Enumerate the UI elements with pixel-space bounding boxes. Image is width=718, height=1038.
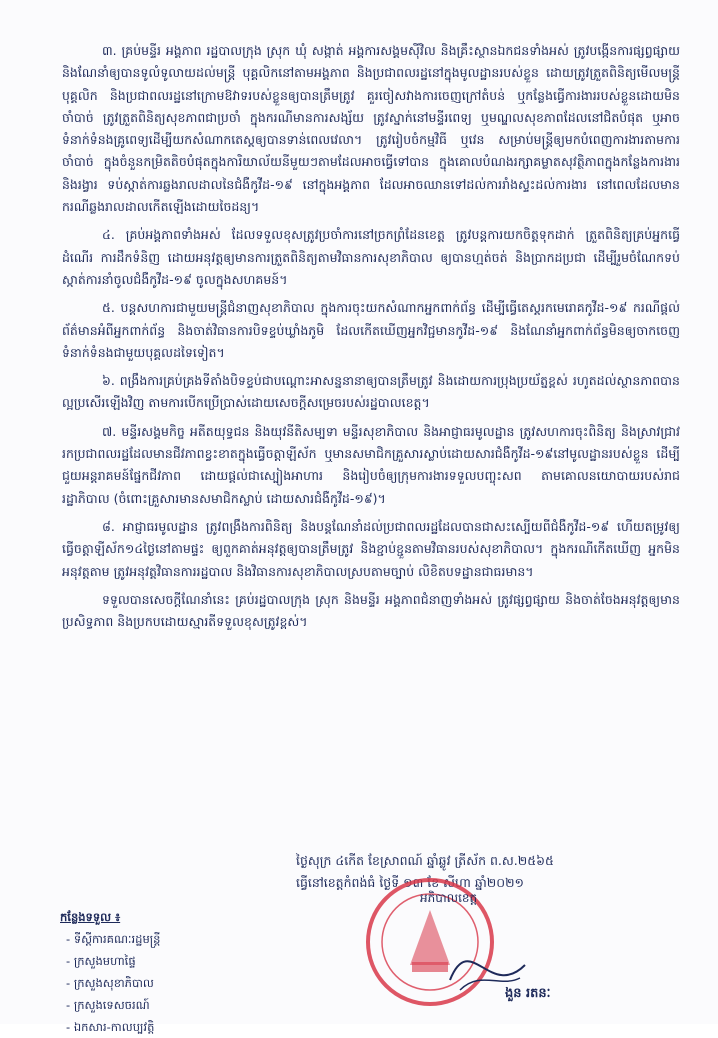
recipient-item: - ទីស្តីការគណៈរដ្ឋមន្ត្រី — [66, 928, 260, 950]
recipient-item: - ក្រសួងទេសចរណ៍ — [66, 994, 260, 1016]
recipient-item: - ក្រសួងមហាផ្ទៃ — [66, 950, 260, 972]
recipients-list — [66, 928, 260, 1038]
recipient-item: - ក្រសួងសុខាភិបាល — [66, 972, 260, 994]
lunar-date: ថ្ងៃសុក្រ ៤កើត ខែស្រាពណ៍ ឆ្នាំឆ្លូវ ត្រីស័ក ព.ស.២៥៦៥ — [296, 853, 554, 868]
recipient-item: - ឯកសារ-កាលប្បវត្តិ — [66, 1016, 260, 1038]
signatory-name: ងួន រតនៈ — [505, 986, 551, 1001]
paragraph-3: ៣. គ្រប់មន្ទីរ អង្គភាព រដ្ឋបាលក្រុង ស្រុក ឃុំ សង្កាត់ អង្គការសង្គមស៊ីវិល និងគ្រឹះស្ថានឯកជនទាំងអស់ ត្រូវបង្កើនការផ្សព្វផ្សាយ និងណែនាំឲ្យបានទូលំទូលាយដល់មន្ត្រី បុគ្គលិកនៅតាមអង្គភាព និងប្រជាពលរដ្ឋនៅក្នុងមូលដ្ឋានរបស់ខ្លួន ដោយត្រូវត្រួតពិនិត្យមើលមន្ត្រី បុគ្គលិក និងប្រជាពលរដ្ឋនៅក្រោមឱវាទរបស់ខ្លួនឲ្យបានត្រឹមត្រូវ គួរចៀសវាងការចេញក្រៅតំបន់ ឬកន្លែងធ្វើការងាររបស់ខ្លួនដោយមិនចាំបាច់ ត្រូវត្រួតពិនិត្យសុខភាពជាប្រចាំ ក្នុងករណីមានការសង្ស័យ ត្រូវស្នាក់នៅមន្ទីរពេទ្យ ឬមណ្ឌលសុខភាពដែលនៅជិតបំផុត ឬអាចទំនាក់ទំនងគ្រូពេទ្យដើម្បីយកសំណាកតេស្តឲ្យបានទាន់ពេលវេលា។ ត្រូវរៀបចំកម្មវិធី ឬវេន សម្រាប់មន្ត្រីឲ្យមកបំពេញការងារតាមការចាំបាច់ ក្នុងចំនួនកម្រិតតិចបំផុតក្នុងការិយាល័យនីមួយៗតាមដែលអាចធ្វើទៅបាន ក្នុងគោលបំណងរក្សាគម្លាតសុវត្ថិភាពក្នុងកន្លែងការងារ និងរង្វារ ទប់ស្កាត់ការឆ្លងរាលដាលនៃជំងឺកូវីដ-១៩ នៅក្នុងអង្គភាព ដែលអាចឈានទៅដល់ការរាំងស្ទះដល់ការងារ នៅពេលដែលមានករណីឆ្លងរាលដាលកើតឡើងដោយចៃដន្យ។ — [62, 43, 680, 215]
paragraph-8: ៨. អាជ្ញាធរមូលដ្ឋាន ត្រូវពង្រឹងការពិនិត្យ និងបន្តណែនាំដល់ប្រជាពលរដ្ឋដែលបានជាសះស្បើយពីជំងឺកូវីដ-១៩ ហើយតម្រូវឲ្យធ្វើចត្តាឡីស័ក១៤ថ្ងៃនៅតាមផ្ទះ ឲ្យពួកគាត់អនុវត្តឲ្យបានត្រឹមត្រូវ និងខ្ជាប់ខ្ជួនតាមវិធានរបស់សុខាភិបាល។ ក្នុងករណីកើតឃើញ អ្នកមិនអនុវត្តតាម ត្រូវអនុវត្តវិធានការរដ្ឋបាល និងវិធានការសុខាភិបាលស្របតាមច្បាប់ លិខិតបទដ្ឋានជាធរមាន។ — [62, 518, 680, 579]
signature-title: អភិបាលខេត្ត — [420, 891, 478, 905]
paragraph-6: ៦. ពង្រឹងការគ្រប់គ្រងទីតាំងបិទខ្ទប់ជាបណ្តោះអាសន្ននានាឲ្យបានត្រឹមត្រូវ និងដោយការប្រុងប្រយ័ត្នខ្ពស់ រហូតដល់ស្ថានភាពបានល្អប្រសើរឡើងវិញ តាមការបើកប្រើប្រាស់ដោយសេចក្តីសម្រេចរបស់រដ្ឋបាលខេត្ត។ — [62, 373, 680, 411]
recipients-block — [60, 906, 260, 1038]
paragraph-7: ៧. មន្ទីរសង្គមកិច្ច អតីតយុទ្ធជន និងយុវនីតិសម្បទា មន្ទីរសុខាភិបាល និងអាជ្ញាធរមូលដ្ឋាន ត្រូវសហការចុះពិនិត្យ និងស្រាវជ្រាវ រកប្រជាពលរដ្ឋដែលមានជីវភាពខ្វះខាតក្នុងធ្វើចត្តាឡីស័ក ឬមានសមាជិកគ្រួសារស្លាប់ដោយសារជំងឺកូវីដ-១៩នៅមូលដ្ឋានរបស់ខ្លួន ដើម្បីជួយអន្តរាគមន៍ផ្នែកជីវភាព ដោយផ្តល់ជាស្បៀងអាហារ និងរៀបចំឲ្យក្រុមការងារទទួលបញ្ចុះសព តាមគោលនយោបាយរបស់រាជរដ្ឋាភិបាល (ចំពោះគ្រួសារមានសមាជិកស្លាប់ ដោយសារជំងឺកូវីដ-១៩)។ — [62, 423, 680, 506]
document-body — [62, 40, 680, 639]
closing-paragraph: ទទួលបានសេចក្តីណែនាំនេះ គ្រប់រដ្ឋបាលក្រុង ស្រុក និងមន្ទីរ អង្គភាពជំនាញទាំងអស់ ត្រូវផ្សព្វផ្សាយ និងចាត់ចែងអនុវត្តឲ្យមានប្រសិទ្ធភាព និងប្រកបដោយស្មារតីទទួលខុសត្រូវខ្ពស់។ — [62, 591, 680, 630]
paragraph-5: ៥. បន្តសហការជាមួយមន្ត្រីជំនាញសុខាភិបាល ក្នុងការចុះយកសំណាកអ្នកពាក់ព័ន្ធ ដើម្បីធ្វើតេស្តរកមេរោគកូវីដ-១៩ ករណីផ្តល់ព័ត៌មានអំពីអ្នកពាក់ព័ន្ធ និងចាត់វិធានការបិទខ្ទប់ឃ្លាំងភូមិ ដែលកើតឃើញអ្នកវិជ្ជមានកូវីដ-១៩ និងណែនាំអ្នកពាក់ព័ន្ធមិនឲ្យចាកចេញ ទំនាក់ទំនងជាមួយបុគ្គលដទៃទៀត។ — [62, 300, 680, 360]
solar-date: ធ្វើនៅខេត្តកំពង់ធំ ថ្ងៃទី ១៣ ខែ សីហា ឆ្នាំ២០២១ — [296, 875, 524, 890]
recipients-title: កន្លែងទទួល ៖ — [60, 910, 121, 924]
paragraph-4: ៤. គ្រប់អង្គភាពទាំងអស់ ដែលទទួលខុសត្រូវប្រចាំការនៅច្រកព្រំដែនខេត្ត ត្រូវបន្តការយកចិត្តទុកដាក់ ត្រួតពិនិត្យគ្រប់អ្នកធ្វើដំណើរ ការដឹកទំនិញ ដោយអនុវត្តឲ្យមានការត្រួតពិនិត្យតាមវិធានការសុខាភិបាល ឲ្យបានហ្មត់ចត់ និងប្រាកដប្រជា ដើម្បីរួមចំណែកទប់ស្កាត់ការនាំចូលជំងឺកូវីដ-១៩ ចូលក្នុងសហគមន៍។ — [62, 227, 680, 287]
